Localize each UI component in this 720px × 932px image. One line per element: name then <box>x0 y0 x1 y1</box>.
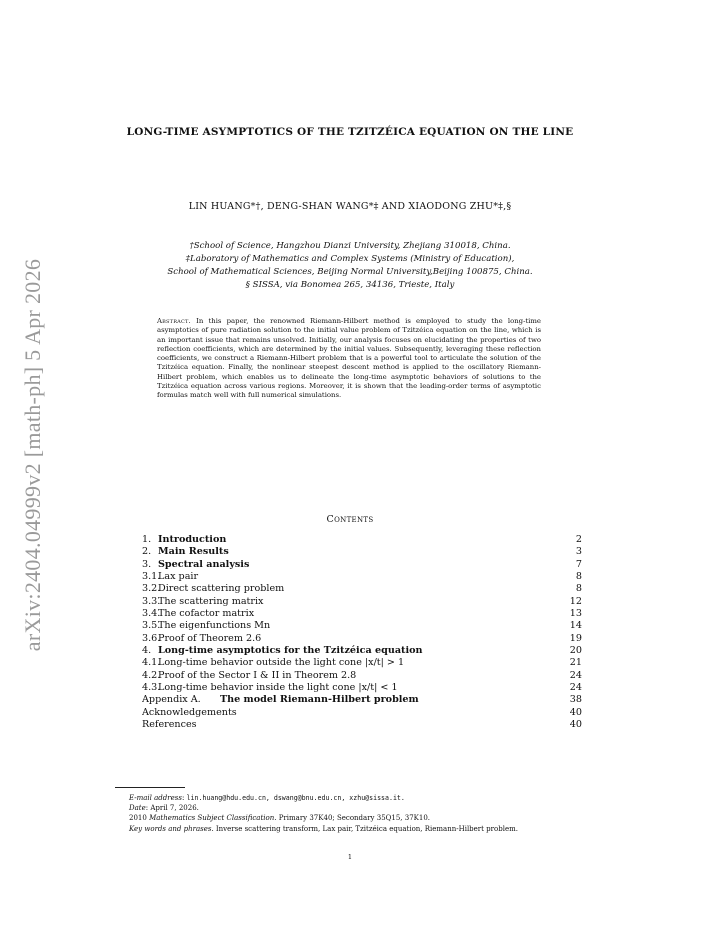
toc-entry-number: 1. <box>142 534 152 545</box>
toc-entry-page: 24 <box>569 682 582 694</box>
toc-entry-number: 3.3. <box>142 595 161 607</box>
toc-entry[interactable] <box>142 694 582 706</box>
toc-entry-page: 2 <box>575 534 582 545</box>
toc-entry[interactable] <box>142 583 582 595</box>
toc-entry-title <box>142 546 229 557</box>
affiliation-line-3: School of Mathematical Sciences, Beijing Normal University,Beijing 100875, China. <box>167 267 533 277</box>
toc-entry-page: 40 <box>569 706 582 718</box>
toc-entry-label: The eigenfunctions Mn <box>158 620 271 632</box>
toc-entry-label: The cofactor matrix <box>158 608 255 620</box>
toc-entry[interactable] <box>142 534 582 546</box>
toc-entry-label: The scattering matrix <box>158 595 264 607</box>
toc-entry-label: Introduction <box>158 534 227 545</box>
toc-entry[interactable] <box>142 682 582 694</box>
toc-entry-page: 40 <box>569 719 582 731</box>
toc-entry-title <box>142 571 198 582</box>
footnotes <box>115 793 585 834</box>
author-affiliations <box>100 240 600 292</box>
toc-entry-title <box>142 620 270 631</box>
toc-entry-title <box>142 596 263 607</box>
toc-entry-label: Proof of Theorem 2.6 <box>158 632 262 644</box>
date-label: Date <box>129 804 146 813</box>
toc-entry[interactable] <box>142 546 582 558</box>
toc-entry-number: 4. <box>142 645 152 657</box>
toc-entry-label: References <box>142 719 197 731</box>
toc-entry[interactable] <box>142 645 582 657</box>
arxiv-identifier-stamp <box>20 255 46 655</box>
toc-entry[interactable] <box>142 608 582 620</box>
toc-entry-number: 3. <box>142 558 152 570</box>
toc-entry-page: 3 <box>575 546 582 558</box>
toc-entry-number: 4.2. <box>142 669 161 681</box>
toc-entry-page: 12 <box>569 595 582 607</box>
toc-entry[interactable] <box>142 596 582 608</box>
toc-entry-page: 20 <box>569 645 582 657</box>
toc-entry-page: 8 <box>575 571 582 583</box>
toc-entry-number: 3.1. <box>142 571 161 583</box>
affiliation-line-4: § SISSA, via Bonomea 265, 34136, Trieste, Italy <box>245 280 455 290</box>
date-value: April 7, 2026. <box>150 804 199 813</box>
toc-entry-page: 7 <box>575 558 582 570</box>
toc-entry-title <box>142 633 261 644</box>
toc-entry-label: Long-time behavior outside the light cone |x/t| > 1 <box>158 657 405 669</box>
table-of-contents <box>142 534 582 732</box>
toc-entry-title <box>142 559 249 570</box>
toc-entry-title <box>142 645 423 656</box>
footnote-rule <box>115 787 185 788</box>
email-addresses: lin.huang@hdu.edu.cn, dswang@bnu.edu.cn, xzhu@sissa.it. <box>186 794 405 802</box>
affiliation-line-1: †School of Science, Hangzhou Dianzi University, Zhejiang 310018, China. <box>189 241 511 251</box>
toc-entry-title <box>142 583 284 594</box>
paper-title: LONG-TIME ASYMPTOTICS OF THE TZITZÉICA EQUATION ON THE LINE <box>126 126 574 138</box>
contents-heading: Contents <box>326 514 374 525</box>
msc-value: Primary 37K40; Secondary 35Q15, 37K10. <box>278 814 431 823</box>
toc-entry[interactable] <box>142 620 582 632</box>
toc-entry-page: 24 <box>569 669 582 681</box>
arxiv-identifier-text: arXiv:2404.04999v2 [math-ph] 5 Apr 2026 <box>20 258 45 652</box>
toc-entry-page: 21 <box>569 657 582 669</box>
toc-entry-number: 3.6. <box>142 632 161 644</box>
toc-entry[interactable] <box>142 719 582 731</box>
keywords-label: Key words and phrases. <box>129 824 214 833</box>
toc-entry-label: Long-time asymptotics for the Tzitzéica equation <box>158 645 423 657</box>
toc-entry[interactable] <box>142 633 582 645</box>
toc-entry-title <box>142 682 398 693</box>
toc-entry-label: Direct scattering problem <box>158 583 285 595</box>
page-number: 1 <box>347 853 353 861</box>
toc-entry-number: 3.4. <box>142 608 161 620</box>
msc-label: Mathematics Subject Classification. <box>149 814 277 823</box>
email-footnote: E-mail address: lin.huang@hdu.edu.cn, dswang@bnu.edu.cn, xzhu@sissa.it. <box>129 794 405 802</box>
toc-entry-label: Long-time behavior inside the light cone |x/t| < 1 <box>158 682 398 694</box>
toc-entry-number: 3.5. <box>142 620 161 632</box>
toc-entry-number: 4.1. <box>142 657 161 669</box>
toc-entry[interactable] <box>142 707 582 719</box>
toc-entry-title <box>142 719 197 730</box>
toc-entry[interactable] <box>142 657 582 669</box>
email-label: E-mail address <box>129 794 182 802</box>
abstract-text: In this paper, the renowned Riemann-Hilbert method is employed to study the long-time asymptotics of pure radiation solution to the initial value problem of Tzitzéica equation on the line, which is an important issue that remains unsolved. Initially, our analysis focuses on elucidating the properties of two reflection coefficients, which are determined by the initial values. Subsequently, leveraging these reflection coefficients, we construct a Riemann-Hilbert problem that is a powerful tool to articulate the solution of the Tzitzéica equation. Finally, the nonlinear steepest descent method is applied to the oscillatory Riemann-Hilbert problem, which enables us to delineate the long-time asymptotic behaviors of solutions to the Tzitzéica equation across various regions. Moreover, it is shown that the leading-order terms of asymptotic formulas match well with full numerical simulations. <box>157 317 541 399</box>
toc-entry-title <box>142 707 237 718</box>
toc-entry-title <box>142 608 254 619</box>
toc-entry[interactable] <box>142 559 582 571</box>
paper-authors: LIN HUANG*†, DENG-SHAN WANG*‡ AND XIAODONG ZHU*‡,§ <box>188 201 512 212</box>
toc-entry-title <box>142 534 226 545</box>
toc-entry-number: 3.2. <box>142 583 161 595</box>
toc-entry-label: Lax pair <box>158 571 199 583</box>
msc-year: 2010 <box>129 814 147 823</box>
toc-entry-page: 19 <box>569 632 582 644</box>
toc-entry-number: 4.3. <box>142 682 161 694</box>
toc-entry-page: 8 <box>575 583 582 595</box>
toc-entry-title <box>142 657 404 668</box>
toc-entry-page: 13 <box>569 608 582 620</box>
msc-footnote <box>115 813 585 823</box>
abstract-heading: Abstract. <box>157 317 191 325</box>
keywords-footnote <box>115 824 585 834</box>
toc-entry-label: Main Results <box>158 546 229 558</box>
toc-entry-label: Spectral analysis <box>158 558 250 570</box>
toc-entry-page: 38 <box>569 694 582 706</box>
toc-entry[interactable] <box>142 571 582 583</box>
toc-entry-label: The model Riemann-Hilbert problem <box>220 694 419 706</box>
toc-entry-number: 2. <box>142 546 152 558</box>
toc-entry-label: Acknowledgements <box>142 706 237 718</box>
toc-entry-label: Proof of the Sector I & II in Theorem 2.8 <box>158 669 357 681</box>
abstract <box>157 317 541 400</box>
toc-entry-title <box>142 670 356 681</box>
date-footnote: Date: April 7, 2026. <box>129 804 199 813</box>
toc-entry-title <box>142 694 419 705</box>
keywords-value: Inverse scattering transform, Lax pair, Tzitzéica equation, Riemann-Hilbert problem. <box>215 824 518 833</box>
toc-entry-number: Appendix A. <box>142 694 201 706</box>
toc-entry-page: 14 <box>569 620 582 632</box>
toc-entry[interactable] <box>142 670 582 682</box>
affiliation-line-2: ‡Laboratory of Mathematics and Complex Systems (Ministry of Education), <box>185 254 515 264</box>
